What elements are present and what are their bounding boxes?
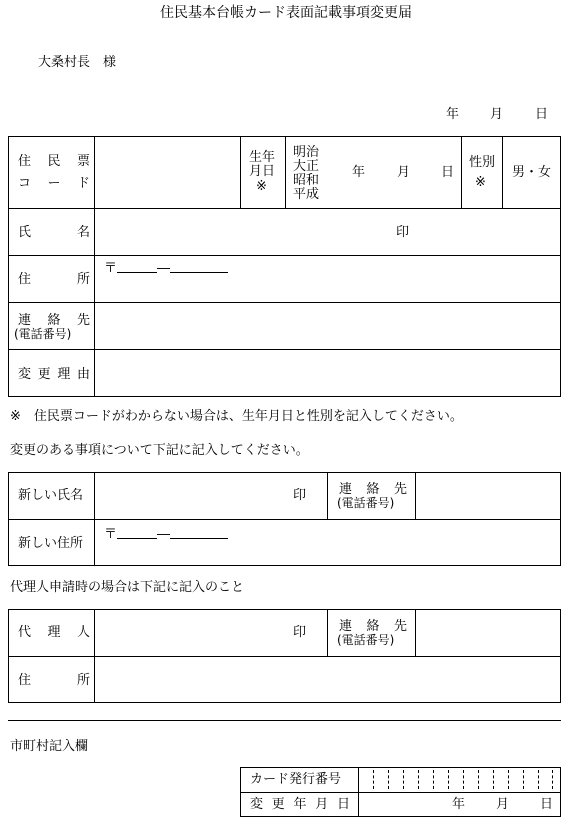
new-address-label: 新しい住所 (18, 536, 84, 551)
new-contact-sublabel: (電話番号) (337, 496, 395, 510)
birth-day-label: 日 (441, 165, 455, 180)
postal-code-line: 〒 ― (104, 262, 228, 275)
sex-option[interactable]: 男・女 (512, 165, 552, 180)
date-day-label: 日 (535, 107, 549, 122)
reason-field[interactable] (96, 351, 560, 396)
agent-seal-mark: 印 (293, 625, 307, 640)
card-number-label: カード発行番号 (250, 772, 342, 787)
agent-contact-label: 連 絡 先 (339, 619, 407, 634)
change-date-label: 変 更 年 月 日 (250, 797, 350, 812)
era-taisho[interactable]: 大正 (293, 159, 320, 174)
birth-month-label: 月 (397, 165, 411, 180)
agent-label: 代 理 人 (18, 625, 90, 640)
reason-label: 変 更 理 由 (18, 367, 90, 382)
name-field[interactable] (96, 210, 560, 254)
date-year-label: 年 (446, 107, 460, 122)
name-label: 氏 名 (18, 225, 90, 240)
contact-sublabel: (電話番号) (14, 327, 72, 341)
birth-label-line2: 月日 (249, 164, 276, 179)
new-postal-code-line: 〒 ― (104, 528, 228, 541)
page-title: 住民基本台帳カード表面記載事項変更届 (160, 5, 412, 21)
juminhyo-code-label-line1: 住 民 票 (18, 154, 90, 169)
change-date-month: 月 (496, 797, 510, 812)
birth-label-line1: 生年 (249, 150, 276, 165)
note-agent: 代理人申請時の場合は下記に記入のこと (10, 580, 245, 595)
sex-label: 性別 (469, 155, 496, 170)
new-contact-field[interactable] (417, 474, 560, 518)
era-heisei[interactable]: 平成 (293, 187, 320, 202)
new-name-label: 新しい氏名 (18, 488, 84, 503)
juminhyo-code-label-line2: コ ー ド (18, 176, 90, 191)
office-heading: 市町村記入欄 (10, 739, 89, 754)
era-meiji[interactable]: 明治 (293, 145, 320, 160)
address-label: 住 所 (18, 272, 90, 287)
change-date-year: 年 (452, 797, 466, 812)
agent-contact-sublabel: (電話番号) (337, 633, 395, 647)
contact-field[interactable] (96, 304, 560, 348)
new-name-field[interactable] (96, 474, 326, 518)
new-name-seal-mark: 印 (293, 488, 307, 503)
card-number-field[interactable] (360, 768, 560, 791)
agent-address-label: 住 所 (18, 673, 90, 688)
sex-note-mark: ※ (475, 175, 486, 190)
contact-label: 連 絡 先 (18, 313, 90, 328)
new-contact-label: 連 絡 先 (339, 482, 407, 497)
seal-mark: 印 (396, 225, 410, 240)
era-showa[interactable]: 昭和 (293, 173, 320, 188)
agent-name-field[interactable] (96, 611, 326, 655)
addressee: 大桑村長 様 (38, 55, 117, 70)
note-changes: 変更のある事項について下記に記入してください。 (10, 443, 309, 458)
date-month-label: 月 (490, 107, 504, 122)
note-birth-sex: ※ 住民票コードがわからない場合は、生年月日と性別を記入してください。 (10, 409, 463, 424)
agent-address-field[interactable] (96, 658, 560, 702)
birth-note-mark: ※ (256, 179, 267, 194)
change-date-day: 日 (540, 797, 554, 812)
agent-contact-field[interactable] (417, 611, 560, 655)
birth-year-label: 年 (352, 165, 366, 180)
juminhyo-code-field[interactable] (96, 138, 239, 207)
section-divider (8, 720, 561, 721)
